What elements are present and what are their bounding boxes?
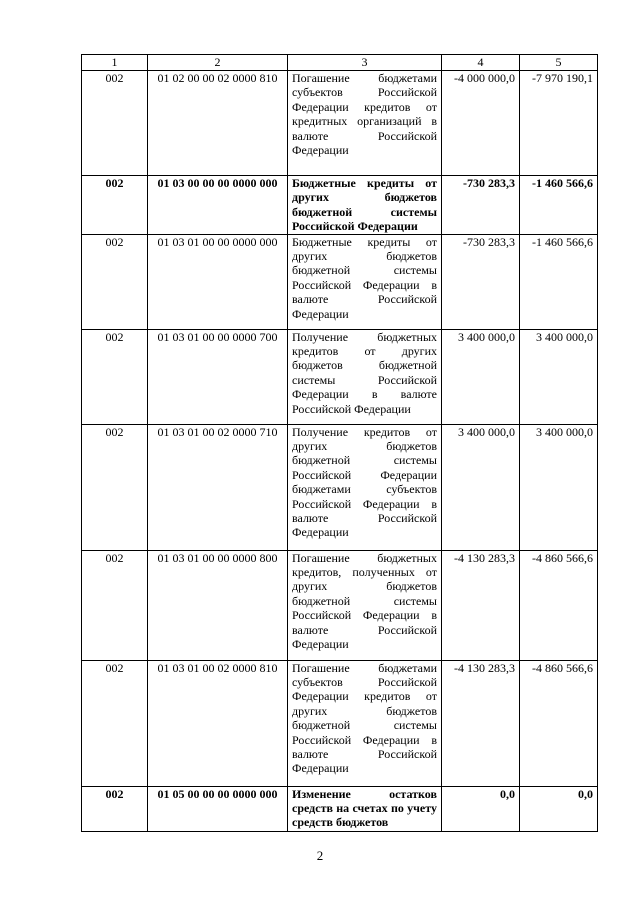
classification-code-cell: 01 03 01 00 00 0000 000 (148, 234, 288, 329)
admin-code-cell: 002 (82, 234, 148, 329)
page-number: 2 (316, 848, 324, 863)
table-row (82, 660, 598, 786)
amount-cell: -1 460 566,6 (520, 234, 598, 329)
table-row (82, 176, 598, 235)
admin-code-cell: 002 (82, 329, 148, 424)
column-header: 3 (288, 55, 442, 71)
amount-cell: 3 400 000,0 (520, 424, 598, 550)
admin-code-cell: 002 (82, 424, 148, 550)
table-row (82, 234, 598, 329)
classification-code-cell: 01 03 01 00 00 0000 700 (148, 329, 288, 424)
amount-cell: 3 400 000,0 (442, 424, 520, 550)
table-row (82, 786, 598, 831)
description-cell: Погашение бюджетами субъектов Российской Федерации кредитов от кредитных организаций в валюте Российской Федерации (288, 71, 442, 176)
admin-code-cell: 002 (82, 71, 148, 176)
column-header: 2 (148, 55, 288, 71)
column-header: 1 (82, 55, 148, 71)
table-row (82, 550, 598, 660)
amount-cell: -4 860 566,6 (520, 550, 598, 660)
amount-cell: -7 970 190,1 (520, 71, 598, 176)
description-cell: Получение бюджетных кредитов от других бюджетов бюджетной системы Российской Федерации в валюте Российской Федерации (288, 329, 442, 424)
amount-cell: -1 460 566,6 (520, 176, 598, 235)
classification-code-cell: 01 05 00 00 00 0000 000 (148, 786, 288, 831)
amount-cell: -4 130 283,3 (442, 550, 520, 660)
description-cell: Бюджетные кредиты от других бюджетов бюджетной системы Российской Федерации (288, 176, 442, 235)
amount-cell: -730 283,3 (442, 234, 520, 329)
admin-code-cell: 002 (82, 176, 148, 235)
budget-sources-table (81, 54, 598, 832)
column-header: 5 (520, 55, 598, 71)
amount-cell: -730 283,3 (442, 176, 520, 235)
admin-code-cell: 002 (82, 660, 148, 786)
column-header: 4 (442, 55, 520, 71)
description-cell: Погашение бюджетных кредитов, полученных от других бюджетов бюджетной системы Российской Федерации в валюте Российской Федерации (288, 550, 442, 660)
table-row (82, 71, 598, 176)
description-cell: Получение кредитов от других бюджетов бюджетной системы Российской Федерации бюджетами субъектов Российской Федерации в валюте Российской Федерации (288, 424, 442, 550)
classification-code-cell: 01 03 01 00 00 0000 800 (148, 550, 288, 660)
description-cell: Бюджетные кредиты от других бюджетов бюджетной системы Российской Федерации в валюте Российской Федерации (288, 234, 442, 329)
amount-cell: 0,0 (442, 786, 520, 831)
classification-code-cell: 01 03 00 00 00 0000 000 (148, 176, 288, 235)
amount-cell: 3 400 000,0 (520, 329, 598, 424)
description-cell: Изменение остатков средств на счетах по учету средств бюджетов (288, 786, 442, 831)
classification-code-cell: 01 03 01 00 02 0000 810 (148, 660, 288, 786)
description-cell: Погашение бюджетами субъектов Российской Федерации кредитов от других бюджетов бюджетной системы Российской Федерации в валюте Российской Федерации (288, 660, 442, 786)
table-row (82, 329, 598, 424)
table-header-row (82, 55, 598, 71)
classification-code-cell: 01 03 01 00 02 0000 710 (148, 424, 288, 550)
admin-code-cell: 002 (82, 550, 148, 660)
amount-cell: -4 860 566,6 (520, 660, 598, 786)
amount-cell: 0,0 (520, 786, 598, 831)
amount-cell: 3 400 000,0 (442, 329, 520, 424)
amount-cell: -4 000 000,0 (442, 71, 520, 176)
amount-cell: -4 130 283,3 (442, 660, 520, 786)
table-row (82, 424, 598, 550)
classification-code-cell: 01 02 00 00 02 0000 810 (148, 71, 288, 176)
admin-code-cell: 002 (82, 786, 148, 831)
